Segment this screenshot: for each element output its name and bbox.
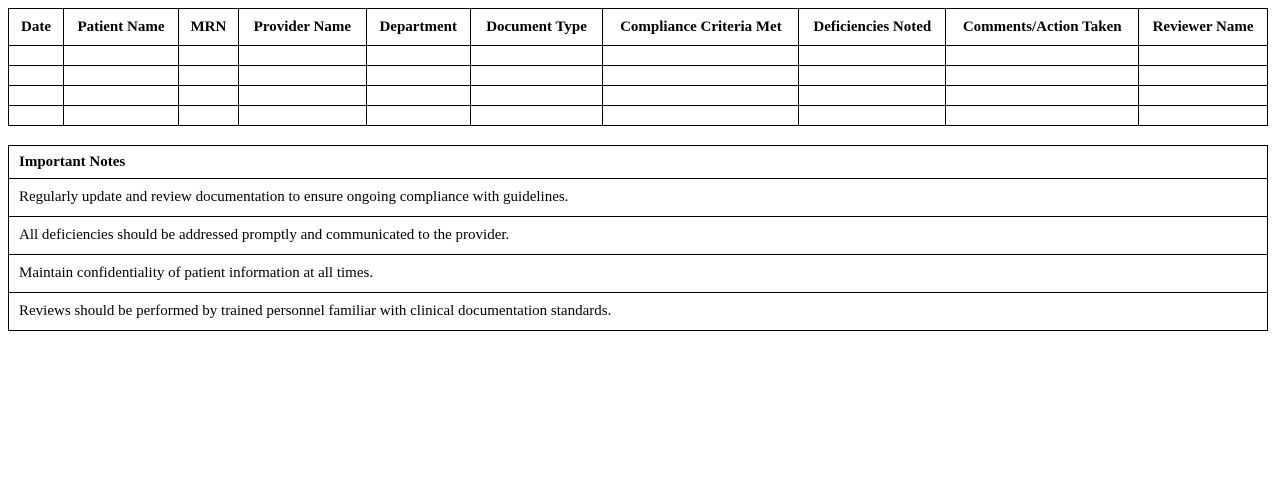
table-cell [366, 66, 470, 86]
table-cell [9, 86, 64, 106]
table-cell [178, 86, 238, 106]
notes-header-row [9, 146, 1268, 179]
note-text: Reviews should be performed by trained personnel familiar with clinical documentation standards. [9, 293, 1268, 331]
table-row [9, 66, 1268, 86]
column-header: Reviewer Name [1139, 9, 1268, 46]
column-header: Patient Name [64, 9, 179, 46]
table-cell [366, 106, 470, 126]
table-cell [238, 66, 366, 86]
table-cell [603, 86, 799, 106]
table-cell [470, 66, 603, 86]
table-cell [603, 106, 799, 126]
table-cell [946, 66, 1139, 86]
note-row [9, 217, 1268, 255]
note-text: Maintain confidentiality of patient information at all times. [9, 255, 1268, 293]
important-notes-table [8, 145, 1268, 331]
table-cell [178, 46, 238, 66]
table-cell [946, 86, 1139, 106]
note-row [9, 255, 1268, 293]
table-cell [9, 46, 64, 66]
table-cell [366, 86, 470, 106]
column-header: Deficiencies Noted [799, 9, 946, 46]
table-cell [64, 106, 179, 126]
table-cell [799, 86, 946, 106]
table-cell [1139, 66, 1268, 86]
compliance-body [9, 46, 1268, 126]
table-cell [946, 46, 1139, 66]
table-cell [64, 86, 179, 106]
table-cell [366, 46, 470, 66]
table-cell [64, 66, 179, 86]
notes-header: Important Notes [9, 146, 1268, 179]
table-cell [9, 106, 64, 126]
table-cell [1139, 86, 1268, 106]
compliance-review-table [8, 8, 1268, 126]
table-cell [178, 66, 238, 86]
table-row [9, 86, 1268, 106]
column-header: Document Type [470, 9, 603, 46]
column-header: Date [9, 9, 64, 46]
table-cell [178, 106, 238, 126]
table-cell [9, 66, 64, 86]
table-cell [470, 106, 603, 126]
column-header: Department [366, 9, 470, 46]
column-header: Provider Name [238, 9, 366, 46]
table-cell [1139, 46, 1268, 66]
notes-body [9, 179, 1268, 331]
table-cell [799, 66, 946, 86]
column-header: Comments/Action Taken [946, 9, 1139, 46]
note-text: Regularly update and review documentation to ensure ongoing compliance with guidelines. [9, 179, 1268, 217]
table-cell [799, 46, 946, 66]
table-row [9, 46, 1268, 66]
column-header: MRN [178, 9, 238, 46]
column-header: Compliance Criteria Met [603, 9, 799, 46]
table-cell [238, 86, 366, 106]
table-cell [1139, 106, 1268, 126]
table-cell [799, 106, 946, 126]
table-cell [946, 106, 1139, 126]
table-cell [470, 86, 603, 106]
table-cell [64, 46, 179, 66]
note-row [9, 293, 1268, 331]
table-cell [238, 106, 366, 126]
table-cell [603, 46, 799, 66]
note-row [9, 179, 1268, 217]
table-cell [238, 46, 366, 66]
table-cell [603, 66, 799, 86]
table-cell [470, 46, 603, 66]
table-row [9, 106, 1268, 126]
compliance-header-row [9, 9, 1268, 46]
note-text: All deficiencies should be addressed promptly and communicated to the provider. [9, 217, 1268, 255]
